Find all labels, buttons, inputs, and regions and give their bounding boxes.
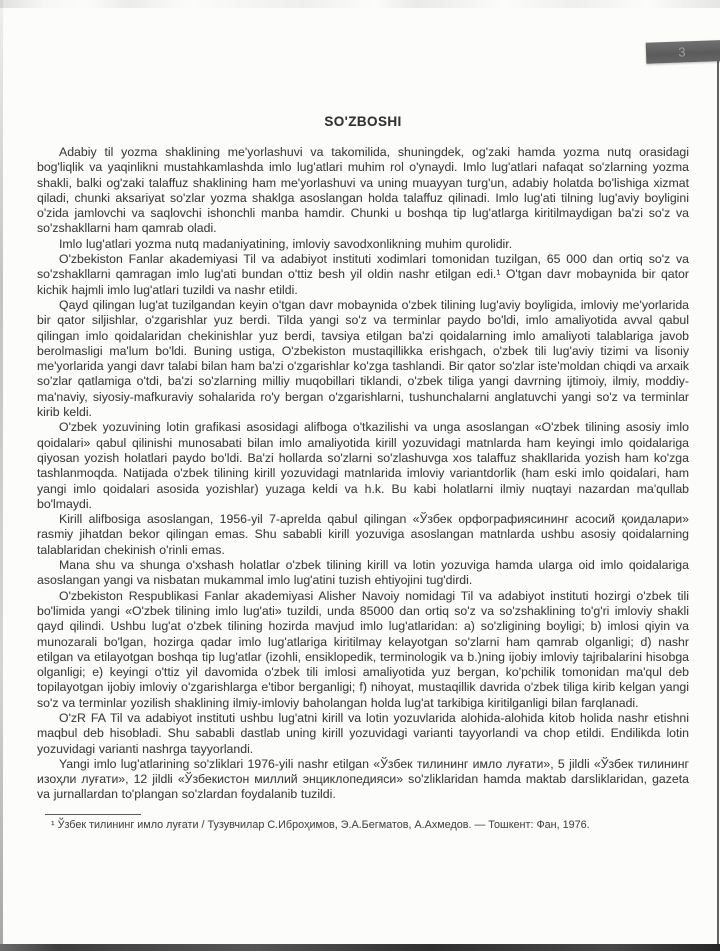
paragraph-8: O'zbekiston Respublikasi Fanlar akademiyasi Alisher Navoiy nomidagi Til va adabiyot instituti hozirgi o'zbek tili bo'limida yangi «O'zbek tilining imlo lug'ati» tuzildi, unda 85000 dan ortiq so'z va so'zshaklining to'g'ri imloviy shakli qayd qilindi. Ushbu lug'at o'zbek tilining hozirda mavjud imlo lug'atlaridan: a) so'zligining boyligi; b) imlosi qiyin va munozarali bo'lgan, hozirga qadar imlo lug'atlariga kiritilmay kelayotgan so'zlarni ham qamrab olganligi; d) nashr etilgan va etilayotgan boshqa tip lug'atlar (izohli, ensiklopedik, terminologik va b.)ning ijobiy imloviy tajribalarini hisobga olganligi; e) keyingi o'ttiz yil davomida o'zbek tili imlosi amaliyotida yuz bergan, ko'pchilik tomonidan ma'qul deb topilayotgan ijobiy imloviy o'zgarishlarga e'tibor berganligi; f) nihoyat, mustaqillik davrida o'zbek tiliga kirib kelgan yangi so'z va terminlar yozilish shaklining ilmiy-imloviy baholangan holda lug'at tarkibiga kiritilganligi bilan farqlanadi.	[37, 588, 689, 710]
page-number-tab	[646, 40, 720, 64]
document-title: SO'ZBOSHI	[324, 114, 402, 129]
paragraph-7: Mana shu va shunga o'xshash holatlar o'zbek tilining kirill va lotin yozuviga hamda ularga oid imlo qoidalariga asoslangan yangi va nisbatan mukammal imlo lug'atini tuzish ehtiyojini tug'dirdi.	[37, 558, 689, 588]
paragraph-4: Qayd qilingan lug'at tuzilgandan keyin o'tgan davr mobaynida o'zbek tilining lug'aviy boyligida, imloviy me'yorlarida bir qator siljishlar, o'zgarishlar yuz berdi. Tilda yangi so'z va terminlar paydo bo'ldi, imlo amaliyotida avval qabul qilingan imlo qoidalaridan chekinishlar yuz berdi, tavsiya etilgan ba'zi qoidalarning imlo amaliyoti talablariga javob berolmasligi ma'lum bo'ldi. Buning ustiga, O'zbekiston mustaqillikka erishgach, o'zbek tili lug'aviy tizimi va lisoniy me'yorlarida yangi davr talabi bilan ham ba'zi o'zgarishlar ko'zga tashlandi. Bir qator so'zlar iste'moldan chiqdi va arxaik so'zlar qatlamiga o'tdi, ba'zi so'zlarning milliy muqobillari tiklandi, o'zbek tiliga yangi davrning ijtimoiy, ilmiy, moddiy-ma'naviy, siyosiy-mafkuraviy sohalarida ro'y bergan o'zgarishlarni, tushunchalarni anglatuvchi yangi so'z va terminlar kirib keldi.	[37, 297, 689, 420]
paragraph-6: Kirill alifbosiga asoslangan, 1956-yil 7-aprelda qabul qilingan «Ўзбек орфографиясининг асосий қоидалари» rasmiy jihatdan bekor qilingan emas. Shu sababli kirill yozuviga asoslangan matnlarda ushbu asosiy qoidalarning talablaridan chekinish o'rinli emas.	[37, 512, 689, 557]
paragraph-3: O'zbekiston Fanlar akademiyasi Til va adabiyot instituti xodimlari tomonidan tuzilgan, 65 000 dan ortiq so'z va so'zshakllarni qamragan imlo lug'ati bundan o'ttiz besh yil oldin nashr etilgan edi.¹ O'tgan davr mobaynida bir qator kichik hajmli imlo lug'atlari tuzildi va nashr etildi.	[37, 252, 689, 297]
paragraph-5: O'zbek yozuvining lotin grafikasi asosidagi alifboga o'tkazilishi va unga asoslangan «O'zbek tilining asosiy imlo qoidalari» qabul qilinishi munosabati bilan imlo amaliyotida kirill yozuvidagi matnlarda ham keyingi imlo qoidalariga qiyosan yozish holatlari paydo bo'ldi. Ba'zi hollarda so'zlarni so'zlashuvga xos talaffuz shakllarida yozish ham ko'zga tashlanmoqda. Natijada o'zbek tilining kirill yozuvidagi matnlarida imloviy variantdorlik (ham eski imlo qoidalari, ham yangi imlo qoidalari asosida yozishlar) yuzaga keldi va h.k. Bu kabi holatlarni ilmiy nuqtayi nazardan ma'qullab bo'lmaydi.	[37, 420, 689, 511]
top-scan-edge	[0, 0, 720, 8]
right-scan-edge	[717, 60, 719, 951]
paragraph-10: Yangi imlo lug'atlarining so'zliklari 1976-yili nashr etilgan «Ўзбек тилининг имло луғати», 5 jildli «Ўзбек тилининг изоҳли луғати», 12 jildli «Ўзбекистон миллий энциклопедияси» so'zliklaridan hamda maktab darsliklaridan, gazeta va jurnallardan to'plangan so'zlardan foydalanib tuzildi.	[37, 756, 689, 802]
paragraph-1: Adabiy til yozma shaklining me'yorlashuvi va takomilida, shuningdek, og'zaki hamda yozma nutq orasidagi bog'liqlik va yaqinlikni mustahkamlashda imlo lug'atlari muhim rol o'ynaydi. Imlo lug'atlari nafaqat so'zlarning yozma shakli, balki og'zaki talaffuz shaklining ham me'yorlashuvi va uning muayyan turg'un, adabiy holatda bo'lishiga xizmat qiladi, chunki aksariyat so'zlar yozma shaklga asoslangan holda talaffuz qilinadi. Imlo lug'ati tilning lug'aviy boyligini o'zida jamlovchi va saqlovchi ishonchli manba hamdir. Chunki u boshqa tip lug'atlarga kiritilmaydigan ba'zi so'z va so'zshakllarni ham qamrab oladi.	[37, 145, 689, 236]
paragraph-9: O'zR FA Til va adabiyot instituti ushbu lug'atni kirill va lotin yozuvlarida alohida-alohida kitob holida nashr etishni maqbul deb hisobladi. Shu sababli dastlab uning kirill yozuvidagi varianti tayyorlandi va chop etildi. Endilikda lotin yozuvidagi varianti nashrga tayyorlandi.	[37, 710, 689, 756]
paragraph-2: Imlo lug'atlari yozma nutq madaniyatining, imloviy savodxonlikning muhim qurolidir.	[59, 236, 513, 251]
document-body	[37, 114, 689, 832]
footnote: ¹ Ўзбек тилининг имло луғати / Тузувчилар С.Иброҳимов, Э.А.Бегматов, А.Ахмедов. — Тошкент: Фан, 1976.	[51, 818, 590, 831]
footnote-divider	[45, 814, 141, 815]
left-scan-edge	[0, 0, 3, 951]
page-number: 3	[678, 44, 686, 60]
bottom-scan-edge	[0, 944, 720, 951]
